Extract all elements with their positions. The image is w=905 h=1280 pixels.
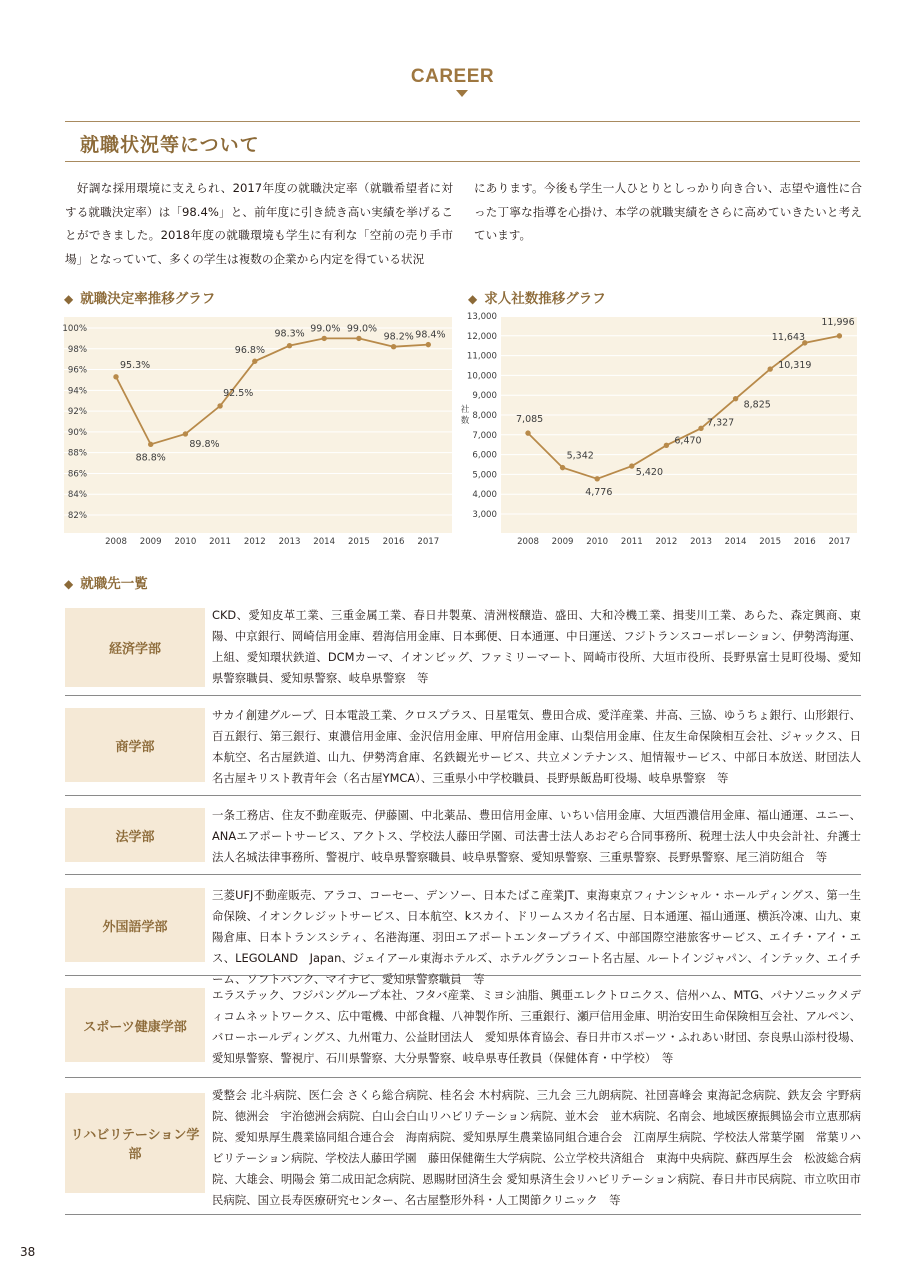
y-tick-label: 94% (67, 386, 87, 397)
data-point (252, 359, 257, 364)
data-point (148, 442, 153, 447)
page-title: 就職状況等について (80, 134, 260, 156)
x-tick-label: 2011 (209, 537, 232, 547)
y-tick-label: 7,000 (472, 430, 497, 441)
x-tick-label: 2013 (278, 537, 301, 547)
y-tick-label: 98% (67, 344, 87, 355)
faculty-employers: 愛整会 北斗病院、医仁会 さくら総合病院、桂名会 木村病院、三九会 三九朗病院、社団喜峰会 東海記念病院、鉄友会 宇野病院、徳洲会 宇治徳洲会病院、白山会白山リハビリテーション病院、並木会 並木病院、名南会、地域医療振興協会市立恵那病院、愛知県厚生農業協同組合連合会 海南病院、愛知県厚生農業協同組合連合会 江南厚生病院、学校法人常葉学園 常葉リハビリテーション病院、学校法人藤田学園 藤田保健衛生大学病院、公立学校共済組合 東海中央病院、蘇西厚生会 松波総合病院、大雄会、明陽会 第二成田記念病院、恩賜財団済生会 愛知県済生会リハビリテーション病院、春日井市民病院、市立吹田市民病院、国立長寿医療研究センター、名古屋整形外科・人工関節クリニック 等 (212, 1088, 861, 1207)
data-label: 89.8% (189, 438, 220, 450)
data-label: 5,342 (566, 450, 594, 462)
faculty-employers: エラステック、フジパングループ本社、フタバ産業、ミヨシ油脂、興亜エレクトロニクス、信州ハム、MTG、パナソニックメディコムネットワークス、広中電機、中部食糧、八神製作所、三重銀行、瀬戸信用金庫、明治安田生命保険相互会社、アルペン、バローホールディングス、九州電力、公益財団法人 愛知県体育協会、春日井市スポーツ・ふれあい財団、奈良県山添村役場、愛知県警察、警視庁、石川県警察、大分県警察、岐阜県専任教員（保健体育・中学校） 等 (212, 988, 861, 1065)
data-point (664, 443, 669, 448)
row-separator (65, 1214, 861, 1215)
y-tick-label: 12,000 (466, 331, 497, 342)
x-tick-label: 2010 (174, 537, 197, 547)
diamond-icon: ◆ (468, 292, 478, 306)
intro-text-right: にあります。今後も学生一人ひとりとしっかり向き合い、志望や適性に合った丁寧な指導を心掛け、本学の就職実績をさらに高めていきたいと考えています。 (474, 181, 862, 242)
data-point (183, 431, 188, 436)
faculty-employers: CKD、愛知皮革工業、三重金属工業、春日井製菓、清洲桜醸造、盛田、大和冷機工業、揖斐川工業、あらた、森定興商、東陽、中京銀行、岡崎信用金庫、碧海信用金庫、日本郵便、日本通運、中日運送、フジトランスコーポレーション、伊勢湾海運、上組、愛知環状鉄道、DCMカーマ、イオンビッグ、ファミリーマート、岡崎市役所、大垣市役所、長野県富士見町役場、愛知県警察職員、愛知県警察、岐阜県警察 等 (212, 608, 861, 685)
data-point (698, 426, 703, 431)
y-tick-label: 13,000 (466, 312, 497, 322)
data-label: 99.0% (310, 323, 341, 335)
data-point (217, 403, 222, 408)
row-separator (65, 795, 861, 796)
y-tick-label: 92% (67, 407, 87, 418)
chart1-heading-text: 就職決定率推移グラフ (80, 291, 216, 307)
section-label: CAREER (410, 66, 495, 87)
y-axis-label: 社 (460, 405, 470, 415)
y-tick-label: 4,000 (472, 490, 497, 501)
x-tick-label: 2014 (724, 537, 747, 547)
data-label: 88.8% (135, 452, 166, 464)
x-tick-label: 2015 (759, 537, 782, 547)
x-tick-label: 2008 (517, 537, 539, 547)
faculty-employers: 一条工務店、住友不動産販売、伊藤園、中北薬品、豊田信用金庫、いちい信用金庫、大垣西濃信用金庫、福山通運、ユニー、ANAエアポートサービス、アクトス、学校法人藤田学園、司法書士法人あおぞら合同事務所、税理士法人中央会計社、弁護士法人名城法律事務所、警視庁、岐阜県警察職員、岐阜県警察、愛知県警察、三重県警察、長野県警察、尾三消防組合 等 (212, 808, 861, 864)
data-point (733, 396, 738, 401)
diamond-icon: ◆ (64, 577, 74, 591)
data-label: 98.2% (383, 331, 414, 343)
x-tick-label: 2016 (382, 537, 405, 547)
x-tick-label: 2014 (313, 537, 336, 547)
x-tick-label: 2016 (793, 537, 816, 547)
data-label: 6,470 (674, 435, 702, 447)
x-tick-label: 2012 (243, 537, 266, 547)
faculty-label: 法学部 (65, 808, 205, 862)
employer-list-heading-text: 就職先一覧 (80, 576, 148, 592)
data-label: 7,327 (707, 417, 735, 429)
data-label: 96.8% (234, 345, 265, 357)
faculty-employers: 三菱UFJ不動産販売、アラコ、コーセー、デンソー、日本たばこ産業JT、東海東京フィナンシャル・ホールディングス、第一生命保険、イオンクレジットサービス、日本航空、kスカイ、ドリームスカイ名古屋、日本通運、福山通運、横浜冷凍、山九、東陽倉庫、日本トランスシティ、名港海運、羽田エアポートエンタープライズ、中部国際空港旅客サービス、エイチ・アイ・エス、LEGOLAND Japan、ジェイアール東海ホテルズ、ホテルグランコート名古屋、ルートインジャパン、インテック、エイチーム、ソフトバンク、マイナビ、愛知県警察職員 等 (212, 888, 861, 986)
data-label: 8,825 (743, 399, 771, 411)
data-label: 11,996 (821, 316, 855, 328)
data-point (322, 336, 327, 341)
x-tick-label: 2009 (551, 537, 574, 547)
diamond-icon: ◆ (64, 292, 74, 306)
data-point (629, 463, 634, 468)
page-number: 38 (20, 1245, 36, 1259)
data-point (560, 465, 565, 470)
x-tick-label: 2012 (655, 537, 678, 547)
data-point (356, 336, 361, 341)
y-tick-label: 86% (67, 469, 87, 480)
y-tick-label: 3,000 (472, 510, 497, 520)
y-tick-label: 8,000 (472, 411, 497, 421)
x-tick-label: 2008 (105, 537, 127, 547)
y-tick-label: 82% (67, 511, 87, 521)
data-label: 4,776 (585, 486, 613, 498)
data-point (113, 374, 118, 379)
data-label: 98.3% (274, 328, 305, 340)
y-tick-label: 6,000 (472, 450, 497, 461)
data-label: 95.3% (120, 359, 151, 371)
x-tick-label: 2015 (347, 537, 370, 547)
data-point (837, 333, 842, 338)
faculty-label: 経済学部 (65, 608, 205, 687)
faculty-employers: サカイ創建グループ、日本電設工業、クロスプラス、日星電気、豊田合成、愛洋産業、井高、三協、ゆうちょ銀行、山形銀行、百五銀行、第三銀行、東濃信用金庫、金沢信用金庫、甲府信用金庫、山梨信用金庫、住友生命保険相互会社、ジャックス、日本航空、名古屋鉄道、山九、伊勢湾倉庫、名鉄観光サービス、共立メンテナンス、旭情報サービス、中部日本放送、財団法人名古屋キリスト教青年会（名古屋YMCA）、三重県小中学校職員、長野県飯島町役場、岐阜県警察 等 (212, 708, 861, 785)
series-line (116, 338, 428, 444)
data-point (768, 366, 773, 371)
data-point (525, 430, 530, 435)
data-point (595, 476, 600, 481)
faculty-label: 外国語学部 (65, 888, 205, 962)
data-label: 92.5% (223, 387, 254, 399)
data-point (287, 343, 292, 348)
y-tick-label: 5,000 (472, 470, 497, 481)
data-label: 99.0% (346, 323, 378, 335)
y-tick-label: 90% (67, 427, 87, 438)
x-tick-label: 2017 (828, 537, 851, 547)
faculty-label: スポーツ健康学部 (65, 988, 205, 1062)
data-label: 11,643 (771, 331, 806, 343)
data-point (426, 342, 431, 347)
row-separator (65, 874, 861, 875)
row-separator (65, 695, 861, 696)
x-tick-label: 2013 (690, 537, 712, 547)
data-label: 7,085 (516, 414, 544, 426)
x-tick-label: 2009 (139, 537, 162, 547)
row-separator (65, 1077, 861, 1078)
employer-list-heading (64, 572, 148, 592)
data-label: 10,319 (778, 360, 812, 372)
faculty-label: 商学部 (65, 708, 205, 782)
y-tick-label: 10,000 (466, 371, 497, 382)
y-tick-label: 88% (67, 448, 87, 459)
faculty-label: リハビリテーション学部 (65, 1093, 205, 1193)
y-tick-label: 100% (62, 324, 87, 334)
y-tick-label: 9,000 (472, 391, 497, 402)
data-label: 5,420 (635, 467, 664, 479)
charts-svg (0, 0, 905, 560)
x-tick-label: 2010 (586, 537, 609, 547)
data-label: 98.4% (415, 329, 446, 341)
y-tick-label: 84% (67, 490, 87, 501)
data-point (391, 344, 396, 349)
x-tick-label: 2011 (620, 537, 643, 547)
row-separator (65, 975, 861, 976)
y-tick-label: 96% (67, 365, 87, 376)
y-axis-label: 数 (460, 416, 470, 426)
chart2-heading-text: 求人社数推移グラフ (484, 291, 606, 307)
x-tick-label: 2017 (417, 537, 440, 547)
y-tick-label: 11,000 (466, 351, 497, 362)
intro-text-left: 好調な採用環境に支えられ、2017年度の就職決定率（就職希望者に対する就職決定率）は「98.4%」と、前年度に引き続き高い実績を挙げることができました。2018年度の就職環境も学生に有利な「空前の売り手市場」となっていて、多くの学生は複数の企業から内定を得ている状況 (65, 181, 453, 266)
